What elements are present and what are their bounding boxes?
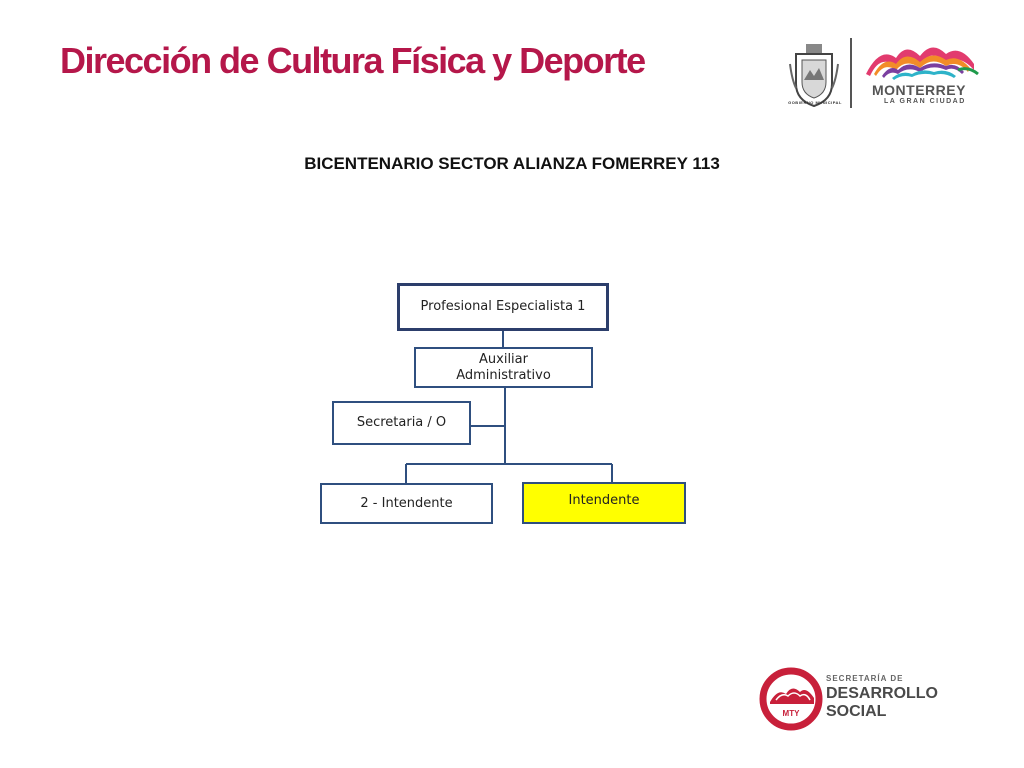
org-node-label: Intendente [568, 493, 640, 508]
org-node-secretaria [332, 401, 471, 445]
monterrey-wordmark: MONTERREY [872, 82, 966, 98]
ds-social-label: SOCIAL [826, 703, 887, 720]
org-node-auxiliar-administrativo [414, 347, 593, 388]
ds-desarrollo-label: DESARROLLO [826, 685, 938, 702]
desarrollo-social-logo-icon [758, 666, 824, 732]
org-node-label: Secretaria / O [356, 415, 447, 430]
monterrey-tagline: LA GRAN CIUDAD [884, 98, 966, 105]
ds-secretaria-label: SECRETARÍA DE [826, 674, 904, 683]
diagram-title: BICENTENARIO SECTOR ALIANZA FOMERREY 113 [304, 154, 720, 173]
org-node-intendente-right [522, 482, 686, 524]
org-node-intendente-left [320, 483, 493, 524]
org-node-label: 2 - Intendente [360, 495, 453, 511]
crest-caption: GOBIERNO MUNICIPAL [788, 100, 842, 105]
desarrollo-social-wordmark [826, 674, 938, 721]
org-node-profesional-especialista [397, 283, 609, 331]
page-title: Dirección de Cultura Física y Deporte [60, 40, 645, 81]
org-node-label: Profesional Especialista 1 [420, 299, 586, 314]
ds-badge-text: MTY [782, 709, 800, 718]
org-node-label-line2: Administrativo [456, 367, 551, 383]
org-node-label-line1: Auxiliar [479, 351, 528, 367]
